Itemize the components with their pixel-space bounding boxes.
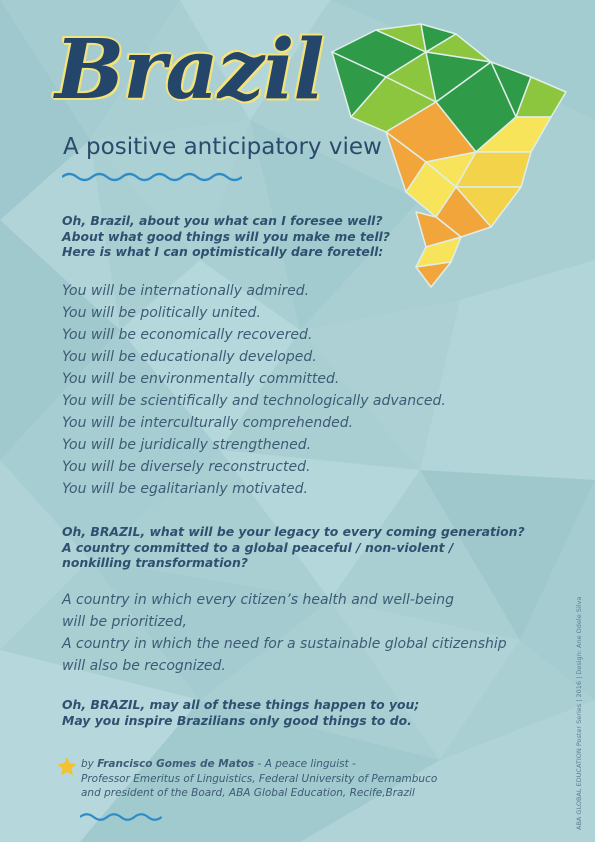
stanza-country	[62, 589, 507, 677]
prediction-line: You will be internationally admired.	[62, 283, 310, 299]
predictions-list	[62, 280, 446, 500]
stanza-line: About what good things will you make me tell?	[62, 228, 390, 244]
prediction-line: You will be environmentally committed.	[62, 371, 340, 387]
prediction-line: You will be politically united.	[62, 305, 261, 321]
stanza-line: Oh, BRAZIL, may all of these things happen to you;	[62, 697, 420, 712]
author-role: - A peace linguist -	[254, 758, 356, 770]
stanza-line: May you inspire Brazilians only good things to do.	[62, 712, 412, 728]
stanza-line: A country committed to a global peaceful / non-violent /	[62, 539, 454, 555]
prediction-line: You will be egalitarianly motivated.	[62, 481, 308, 497]
side-credit: ABA GLOBAL EDUCATION Poster Series | 2016 | Design: Ane Odele Silva	[575, 596, 583, 830]
prediction-line: You will be economically recovered.	[62, 327, 313, 343]
wave-divider-top	[62, 170, 242, 184]
stanza-opening	[62, 213, 390, 260]
stanza-legacy	[62, 524, 525, 571]
byline-line-3: and president of the Board, ABA Global Education, Recife,Brazil	[81, 787, 415, 799]
stanza-closing	[62, 697, 419, 728]
author-name: Francisco Gomes de Matos	[97, 758, 255, 770]
stanza-line: A country in which the need for a sustainable global citizenship	[62, 636, 507, 652]
prediction-line: You will be juridically strengthened.	[62, 437, 312, 453]
prediction-line: You will be diversely reconstructed.	[62, 459, 311, 475]
poster-subtitle: A positive anticipatory view	[63, 134, 382, 160]
prediction-line: You will be interculturally comprehended.	[62, 415, 354, 431]
stanza-line: Oh, BRAZIL, what will be your legacy to every coming generation?	[62, 524, 525, 539]
star-icon	[57, 757, 77, 776]
prediction-line: You will be educationally developed.	[62, 349, 317, 365]
stanza-line: will also be recognized.	[62, 658, 226, 674]
stanza-line: nonkilling transformation?	[62, 555, 248, 570]
prediction-line: You will be scientifically and technologically advanced.	[62, 393, 446, 409]
poster-title: Brazil	[55, 22, 324, 118]
author-byline	[81, 757, 437, 801]
byline-line-1	[81, 757, 437, 772]
byline-by: by	[81, 758, 94, 770]
wave-divider-bottom	[80, 811, 162, 823]
stanza-line: Here is what I can optimistically dare foretell:	[62, 244, 384, 259]
stanza-line: Oh, Brazil, about you what can I foresee well?	[62, 213, 383, 228]
stanza-line: A country in which every citizen’s health and well-being	[62, 592, 455, 608]
stanza-line: will be prioritized,	[62, 614, 187, 630]
byline-line-2: Professor Emeritus of Linguistics, Federal University of Pernambuco	[81, 772, 438, 785]
